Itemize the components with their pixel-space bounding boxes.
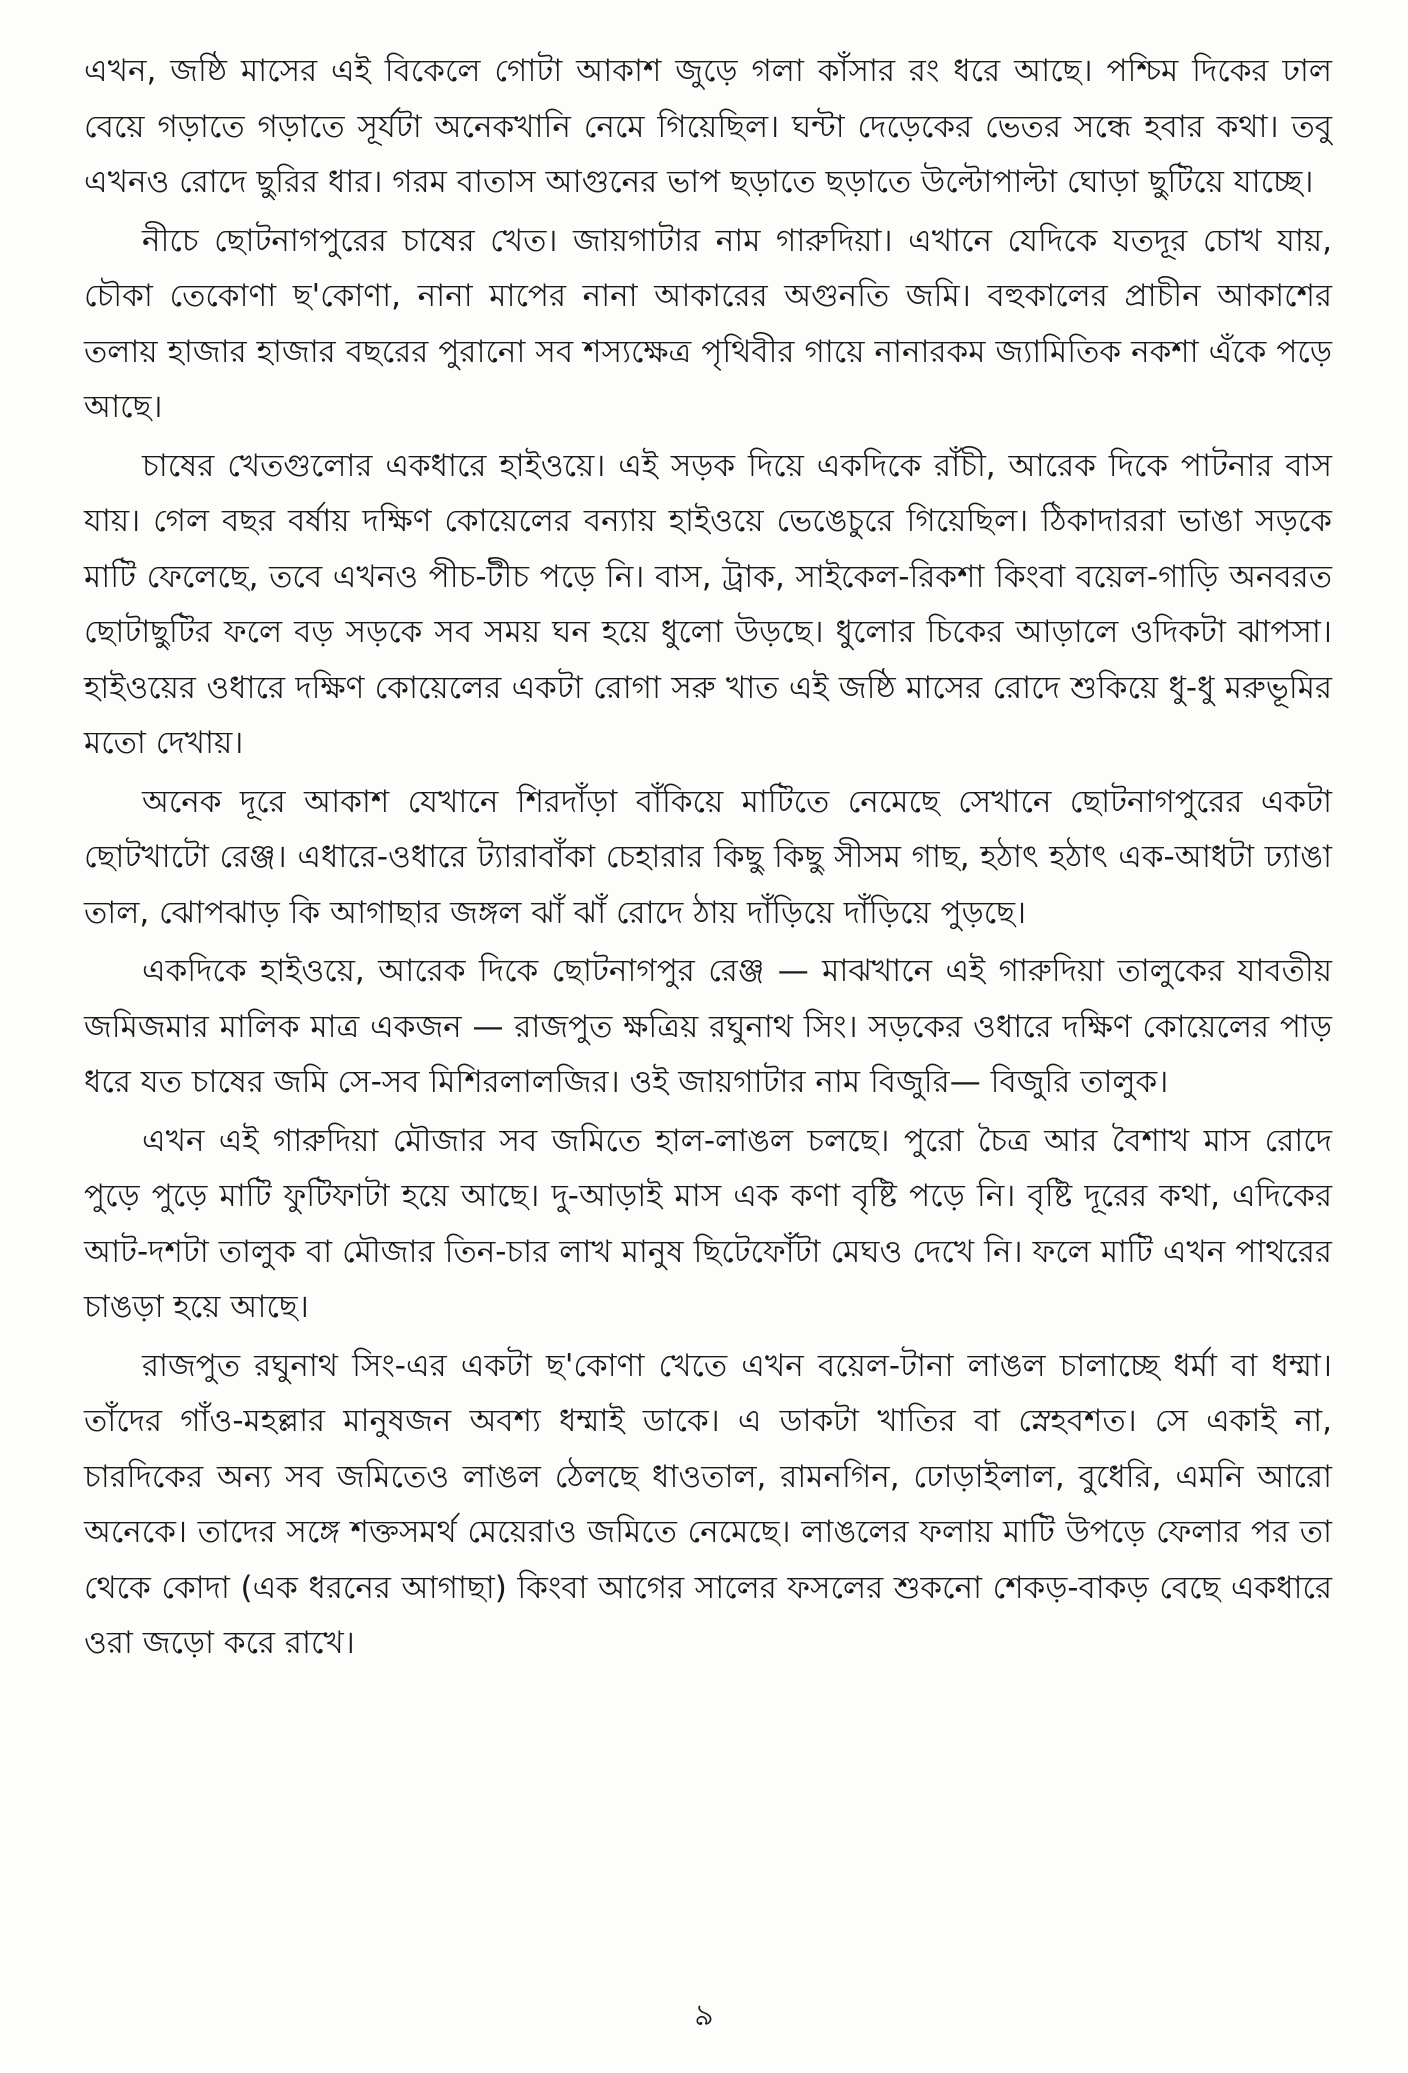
paragraph-7: রাজপুত রঘুনাথ সিং-এর একটা ছ'কোণা খেতে এখন বয়েল-টানা লাঙল চালাচ্ছে ধর্মা বা ধম্মা। তাঁদের গাঁও-মহল্লার মানুষজন অবশ্য ধম্মাই ডাকে। এ ডাকটা খাতির বা স্নেহবশত। সে একাই না, চারদিকের অন্য সব জমিতেও লাঙল ঠেলছে ধাওতাল, রামনগিন, ঢোড়াইলাল, বুধেরি, এমনি আরো অনেকে। তাদের সঙ্গে শক্তসমর্থ মেয়েরাও জমিতে নেমেছে। লাঙলের ফলায় মাটি উপড়ে ফেলার পর তা থেকে কোদা (এক ধরনের আগাছা) কিংবা আগের সালের ফসলের শুকনো শেকড়-বাকড় বেছে একধারে ওরা জড়ো করে রাখে। [84,1347,1332,1661]
paragraph-2: নীচে ছোটনাগপুরের চাষের খেত। জায়গাটার নাম গারুদিয়া। এখানে যেদিকে যতদূর চোখ যায়, চৌকা তেকোণা ছ'কোণা, নানা মাপের নানা আকারের অগুনতি জমি। বহুকালের প্রাচীন আকাশের তলায় হাজার হাজার বছরের পুরানো সব শস্যক্ষেত্র পৃথিবীর গায়ে নানারকম জ্যামিতিক নকশা এঁকে পড়ে আছে। [84,222,1332,425]
page-number: ৯ [694,1998,714,2033]
paragraph-6: এখন এই গারুদিয়া মৌজার সব জমিতে হাল-লাঙল চলছে। পুরো চৈত্র আর বৈশাখ মাস রোদে পুড়ে পুড়ে মাটি ফুটিফাটা হয়ে আছে। দু-আড়াই মাস এক কণা বৃষ্টি পড়ে নি। বৃষ্টি দূরের কথা, এদিকের আট-দশটা তালুক বা মৌজার তিন-চার লাখ মানুষ ছিটেফোঁটা মেঘও দেখে নি। ফলে মাটি এখন পাথরের চাঙড়া হয়ে আছে। [84,1122,1332,1325]
body-text [84,44,1332,1675]
paragraph-5: একদিকে হাইওয়ে, আরেক দিকে ছোটনাগপুর রেঞ্জ — মাঝখানে এই গারুদিয়া তালুকের যাবতীয় জমিজমার মালিক মাত্র একজন — রাজপুত ক্ষত্রিয় রঘুনাথ সিং। সড়কের ওধারে দক্ষিণ কোয়েলের পাড় ধরে যত চাষের জমি সে-সব মিশিরলালজির। ওই জায়গাটার নাম বিজুরি— বিজুরি তালুক। [84,953,1332,1100]
paragraph-3: চাষের খেতগুলোর একধারে হাইওয়ে। এই সড়ক দিয়ে একদিকে রাঁচী, আরেক দিকে পাটনার বাস যায়। গেল বছর বর্ষায় দক্ষিণ কোয়েলের বন্যায় হাইওয়ে ভেঙেচুরে গিয়েছিল। ঠিকাদাররা ভাঙা সড়কে মাটি ফেলেছে, তবে এখনও পীচ-টীচ পড়ে নি। বাস, ট্রাক, সাইকেল-রিকশা কিংবা বয়েল-গাড়ি অনবরত ছোটাছুটির ফলে বড় সড়কে সব সময় ঘন হয়ে ধুলো উড়ছে। ধুলোর চিকের আড়ালে ওদিকটা ঝাপসা। হাইওয়ের ওধারে দক্ষিণ কোয়েলের একটা রোগা সরু খাত এই জষ্ঠি মাসের রোদে শুকিয়ে ধু-ধু মরুভূমির মতো দেখায়। [84,447,1332,761]
paragraph-4: অনেক দূরে আকাশ যেখানে শিরদাঁড়া বাঁকিয়ে মাটিতে নেমেছে সেখানে ছোটনাগপুরের একটা ছোটখাটো রেঞ্জ। এধারে-ওধারে ট্যারাবাঁকা চেহারার কিছু কিছু সীসম গাছ, হঠাৎ হঠাৎ এক-আধটা ঢ্যাঙা তাল, ঝোপঝাড় কি আগাছার জঙ্গল ঝাঁ ঝাঁ রোদে ঠায় দাঁড়িয়ে দাঁড়িয়ে পুড়ছে। [84,783,1332,931]
paragraph-1: এখন, জষ্ঠি মাসের এই বিকেলে গোটা আকাশ জুড়ে গলা কাঁসার রং ধরে আছে। পশ্চিম দিকের ঢাল বেয়ে গড়াতে গড়াতে সূর্যটা অনেকখানি নেমে গিয়েছিল। ঘন্টা দেড়েকের ভেতর সন্ধে হবার কথা। তবু এখনও রোদে ছুরির ধার। গরম বাতাস আগুনের ভাপ ছড়াতে ছড়াতে উল্টোপাল্টা ঘোড়া ছুটিয়ে যাচ্ছে। [84,53,1332,200]
